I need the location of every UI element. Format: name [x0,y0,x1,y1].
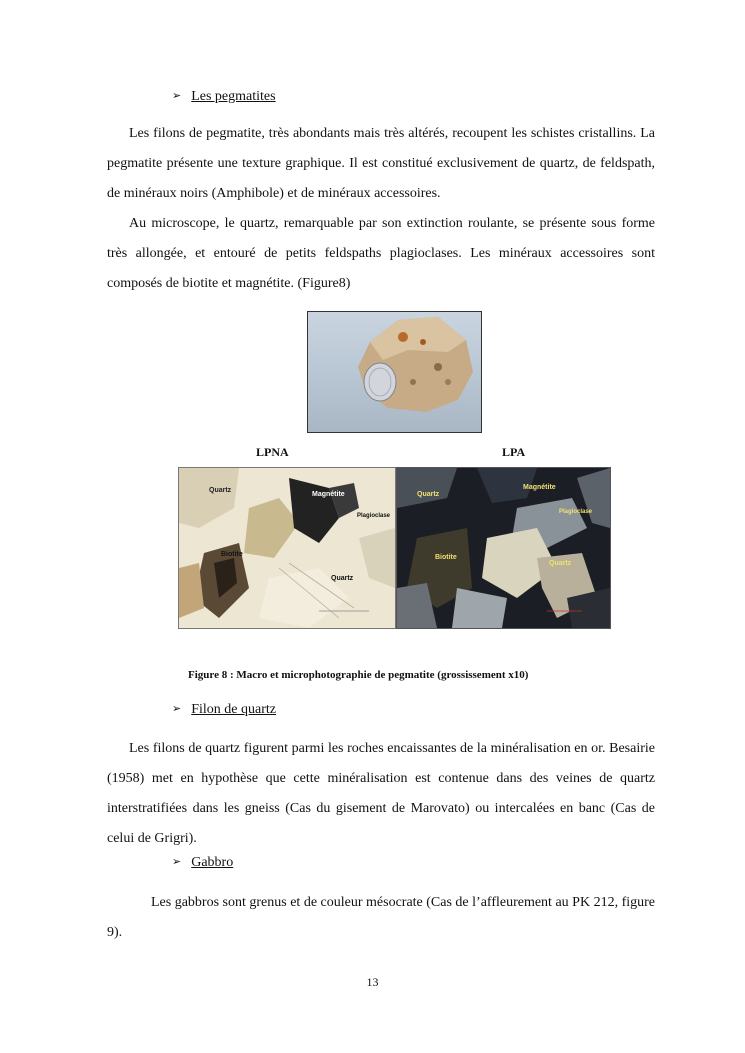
lpna-label-quartz-1: Quartz [209,487,232,494]
lpna-label-magnetite: Magnétite [312,491,345,498]
macro-photo-pegmatite [307,311,482,433]
rock-sample-graphic [308,312,481,432]
lpa-label-plagioclase: Plagioclase [559,509,593,515]
lpna-label-biotite: Biotite [221,551,243,558]
lpna-label: LPNA [256,445,289,459]
arrow-bullet-icon: ➢ [172,89,182,102]
paragraph-pegmatites-2: Au microscope, le quartz, remarquable par son extinction roulante, se présente sous forme très allongée, et entouré de petits feldspaths plagioclases. Les minéraux accessoires sont composés de biotite et magnétite. (Figure8) [107,216,655,291]
section-heading-quartz: ➢ Filon de quartz [172,702,276,717]
lpa-label: LPA [502,445,526,459]
section-heading-gabbro: ➢ Gabbro [172,855,234,870]
paragraph-pegmatites-1: Les filons de pegmatite, très abondants mais très altérés, recoupent les schistes cristallins. La pegmatite présente une texture graphique. Il est constitué exclusivement de quartz, de feldspath, de minéraux noirs (Amphibole) et de minéraux accessoires. [107,126,655,201]
micrograph-lpna [178,467,396,629]
arrow-bullet-icon: ➢ [172,702,182,715]
arrow-bullet-icon: ➢ [172,855,182,868]
lpna-label-quartz-2: Quartz [331,575,354,582]
page-number: 13 [366,975,379,989]
lpna-label-plagioclase: Plagioclase [357,513,391,519]
figure-caption: Figure 8 : Macro et microphotographie de pegmatite (grossissement x10) [188,669,529,681]
lpa-label-biotite: Biotite [435,554,457,561]
lpa-label-quartz-2: Quartz [549,560,572,567]
micrograph-lpa [396,467,611,629]
paragraph-gabbro: Les gabbros sont grenus et de couleur mésocrate (Cas de l’affleurement au PK 212, figure 9). [107,895,655,940]
paragraph-quartz: Les filons de quartz figurent parmi les roches encaissantes de la minéralisation en or. Besairie (1958) met en hypothèse que cette minéralisation est contenue dans des veines de quartz interstratifiées dans les gneiss (Cas du gisement de Marovato) ou intercalées en banc (Cas de celui de Grigri). [107,741,655,846]
lpa-label-magnetite: Magnétite [523,484,556,491]
lpa-label-quartz-1: Quartz [417,491,440,498]
section-heading-pegmatites: ➢ Les pegmatites [172,89,276,104]
